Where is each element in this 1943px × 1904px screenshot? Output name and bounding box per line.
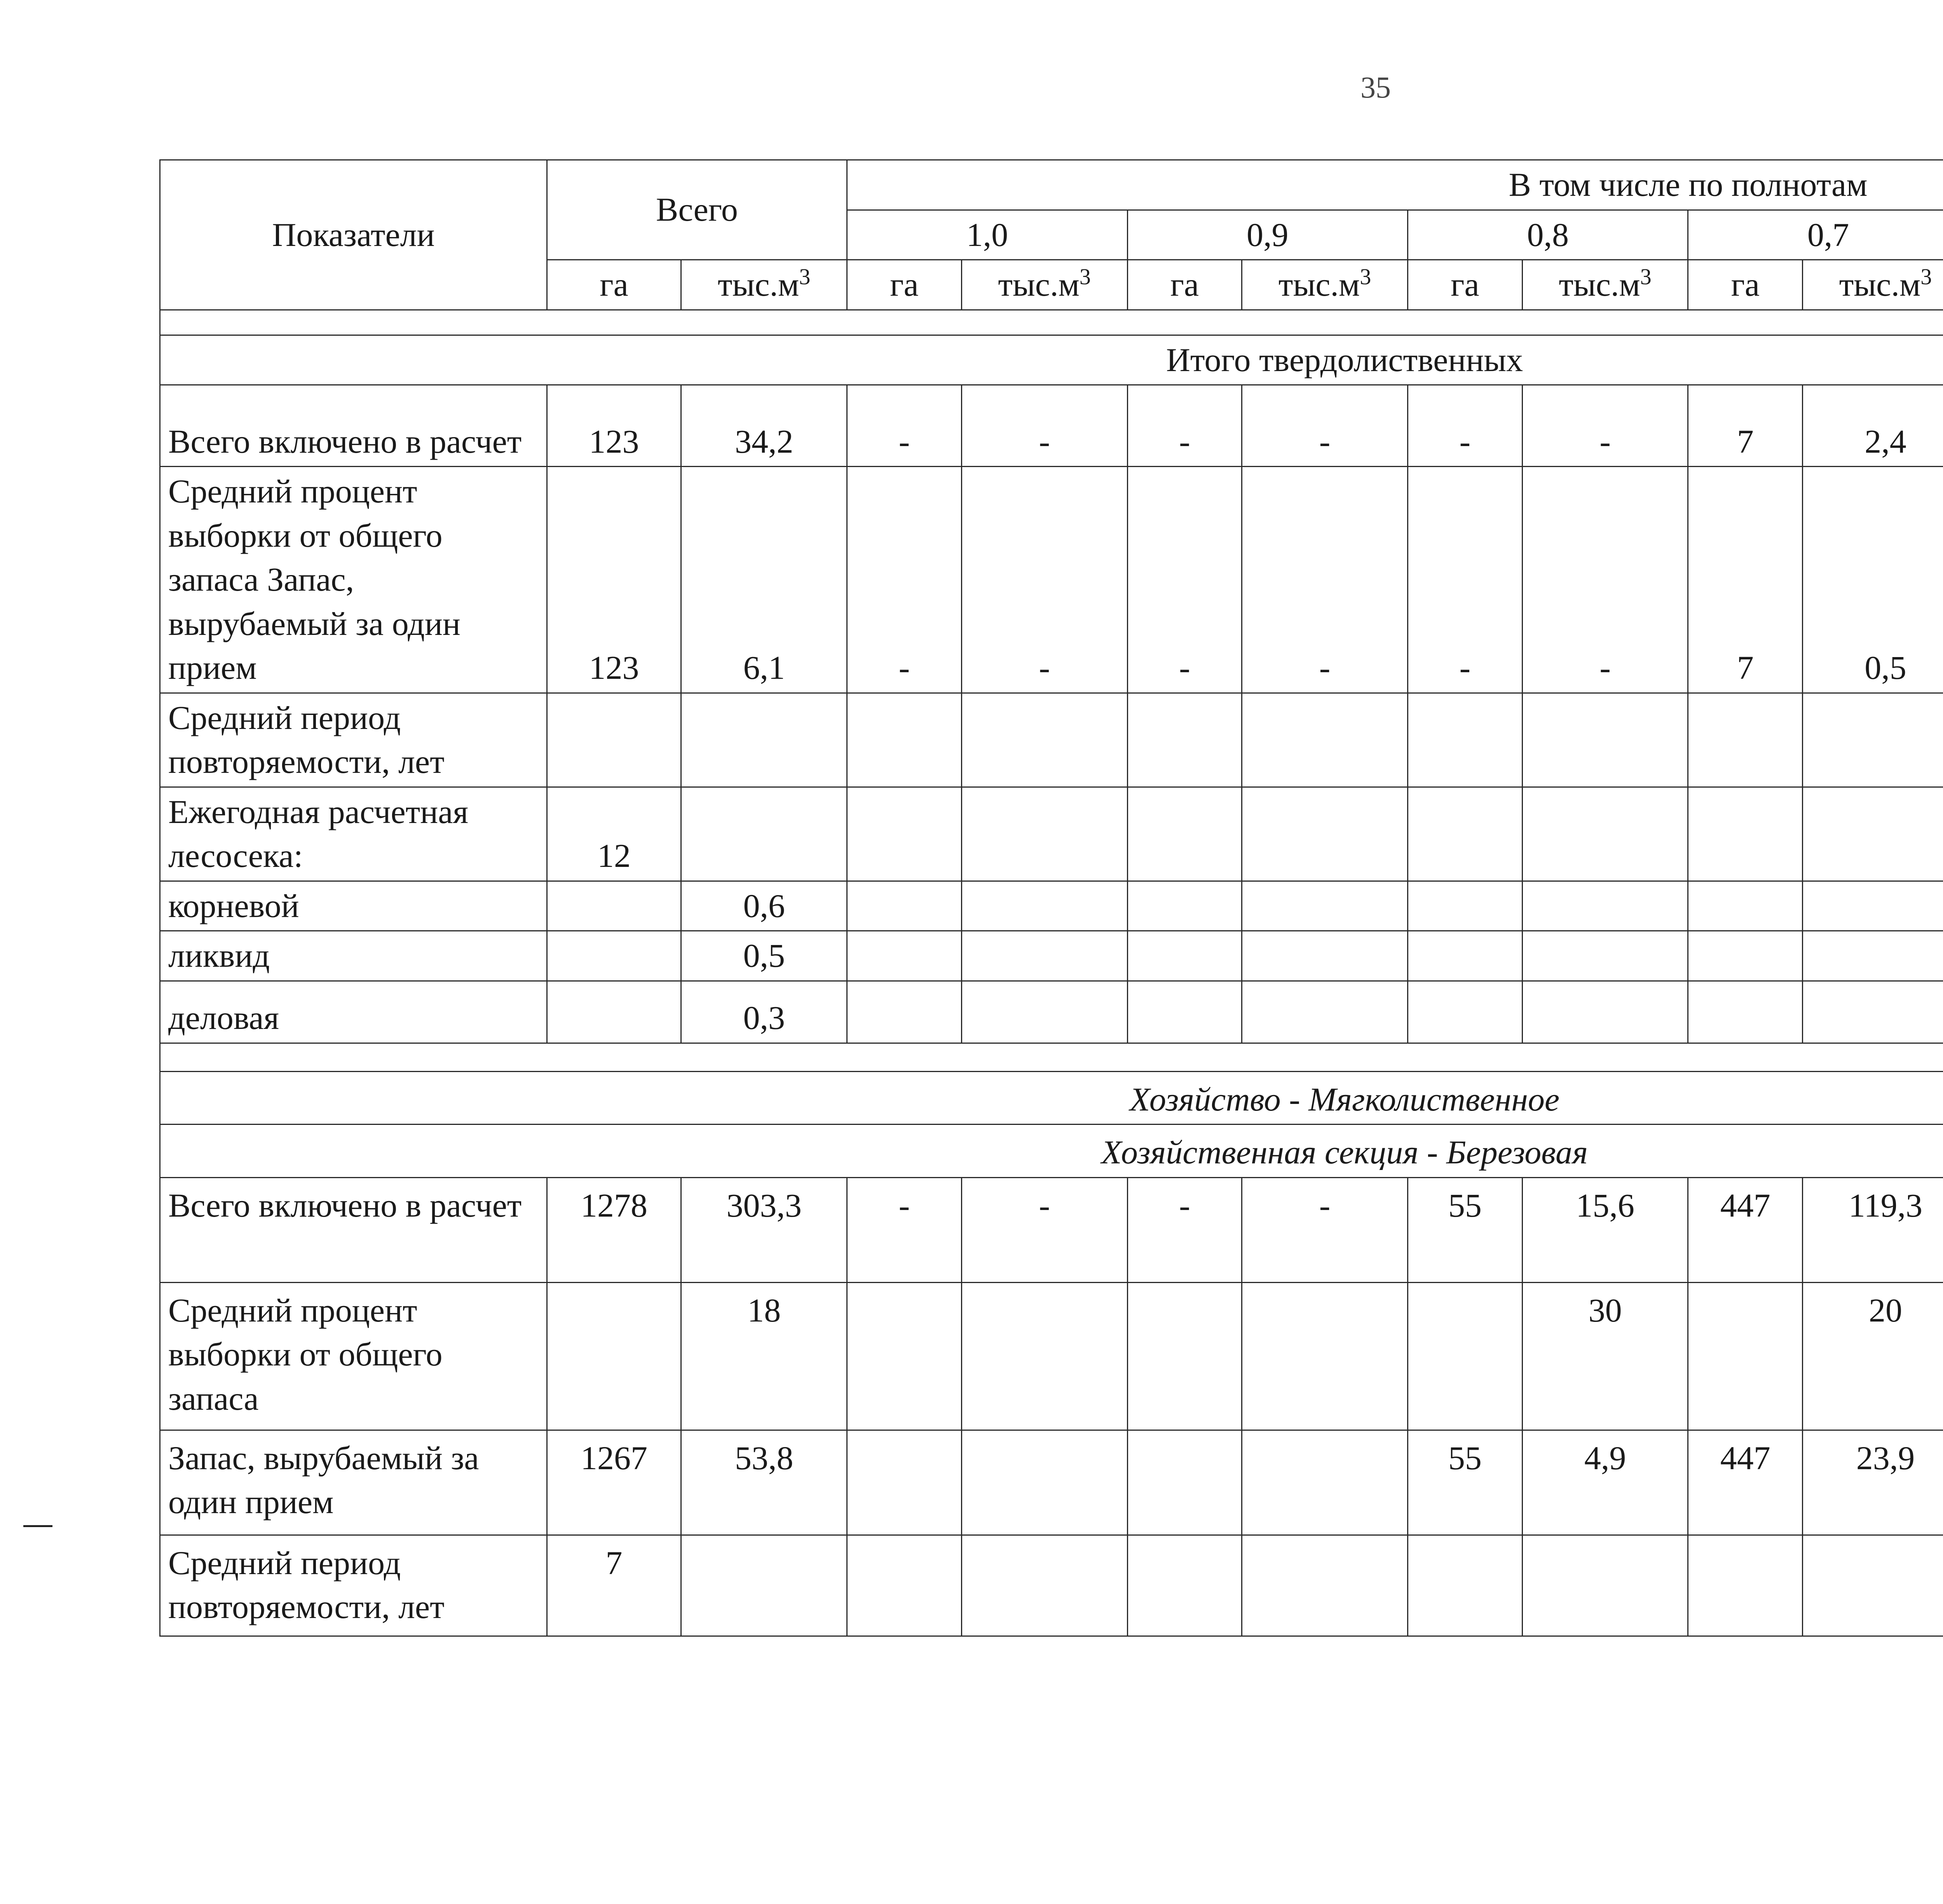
table-cell bbox=[1242, 981, 1408, 1043]
table-cell: - bbox=[1127, 1177, 1242, 1282]
table-cell bbox=[1803, 1535, 1943, 1636]
table-cell: - bbox=[1522, 385, 1688, 467]
table-cell bbox=[547, 693, 681, 787]
table-cell bbox=[1688, 693, 1803, 787]
table-cell bbox=[1688, 787, 1803, 881]
unit-volume-header bbox=[1803, 260, 1943, 310]
table-cell: 15,6 bbox=[1522, 1177, 1688, 1282]
section-title-row bbox=[160, 1125, 1943, 1178]
unit-volume-header bbox=[1242, 260, 1408, 310]
table-cell bbox=[1688, 931, 1803, 981]
table-cell bbox=[681, 787, 847, 881]
section-title-row bbox=[160, 335, 1943, 385]
table-cell: 23,9 bbox=[1803, 1430, 1943, 1535]
spacer-row bbox=[160, 1043, 1943, 1071]
table-cell bbox=[847, 931, 962, 981]
unit-volume-superscript: 3 bbox=[799, 264, 811, 289]
table-cell bbox=[1408, 693, 1523, 787]
table-cell bbox=[1242, 931, 1408, 981]
table-cell bbox=[961, 881, 1127, 931]
table-cell: - bbox=[847, 1177, 962, 1282]
table-cell: 1267 bbox=[547, 1430, 681, 1535]
table-cell bbox=[1242, 787, 1408, 881]
unit-volume-text: тыс.м bbox=[1278, 266, 1360, 303]
unit-ha-header: га bbox=[847, 260, 962, 310]
row-label: Средний процент выборки от общего запаса bbox=[160, 1282, 547, 1430]
row-label: Всего включено в расчет bbox=[160, 1177, 547, 1282]
table-cell bbox=[847, 981, 962, 1043]
table-cell bbox=[1803, 931, 1943, 981]
page-number: 35 bbox=[1360, 70, 1391, 104]
table-cell: - bbox=[1127, 467, 1242, 693]
table-cell bbox=[961, 1282, 1127, 1430]
unit-volume-superscript: 3 bbox=[1920, 264, 1932, 289]
table-cell bbox=[847, 693, 962, 787]
table-cell bbox=[1522, 931, 1688, 981]
table-row bbox=[160, 1535, 1943, 1636]
table-cell: - bbox=[847, 467, 962, 693]
table-cell bbox=[1408, 1535, 1523, 1636]
table-cell: - bbox=[1242, 385, 1408, 467]
table-cell bbox=[547, 881, 681, 931]
table-cell bbox=[1127, 1282, 1242, 1430]
unit-volume-header bbox=[681, 260, 847, 310]
table-cell bbox=[547, 1282, 681, 1430]
table-cell: - bbox=[1522, 467, 1688, 693]
table-row bbox=[160, 787, 1943, 881]
table-cell bbox=[1127, 931, 1242, 981]
table-cell: 7 bbox=[1688, 467, 1803, 693]
table-cell: 7 bbox=[1688, 385, 1803, 467]
section-hardwood bbox=[160, 310, 1943, 1043]
table-cell: - bbox=[1242, 1177, 1408, 1282]
table-row bbox=[160, 385, 1943, 467]
table-cell: - bbox=[961, 467, 1127, 693]
row-label: корневой bbox=[160, 881, 547, 931]
table-cell bbox=[847, 881, 962, 931]
table-row bbox=[160, 1430, 1943, 1535]
unit-volume-text: тыс.м bbox=[998, 266, 1080, 303]
table-cell bbox=[1688, 981, 1803, 1043]
table-cell bbox=[847, 1430, 962, 1535]
table-cell bbox=[961, 787, 1127, 881]
row-label: Средний период повторяемости, лет bbox=[160, 693, 547, 787]
table-cell: - bbox=[1242, 467, 1408, 693]
header-total: Всего bbox=[547, 160, 847, 260]
table-row bbox=[160, 981, 1943, 1043]
table-cell: 34,2 bbox=[681, 385, 847, 467]
table-cell: - bbox=[961, 385, 1127, 467]
table-cell: 0,5 bbox=[1803, 467, 1943, 693]
table-cell bbox=[847, 1535, 962, 1636]
table-cell: 119,3 bbox=[1803, 1177, 1943, 1282]
table-cell bbox=[1408, 931, 1523, 981]
unit-volume-text: тыс.м bbox=[717, 266, 799, 303]
header-by-density: В том числе по полнотам bbox=[847, 160, 1943, 210]
section-title-birch: Хозяйственная секция - Березовая bbox=[160, 1125, 1943, 1178]
density-header: 0,7 bbox=[1688, 210, 1943, 260]
table-cell: 447 bbox=[1688, 1177, 1803, 1282]
table-cell: 7 bbox=[547, 1535, 681, 1636]
table-cell bbox=[1127, 693, 1242, 787]
table-cell: 53,8 bbox=[681, 1430, 847, 1535]
table-cell: 0,6 bbox=[681, 881, 847, 931]
section-title-economy: Хозяйство - Мягколиственное bbox=[160, 1071, 1943, 1125]
table-cell bbox=[1127, 1430, 1242, 1535]
unit-ha-header: га bbox=[547, 260, 681, 310]
table-cell bbox=[1408, 981, 1523, 1043]
table-row bbox=[160, 881, 1943, 931]
row-label: Средний период повторяемости, лет bbox=[160, 1535, 547, 1636]
forestry-table bbox=[159, 159, 1943, 1637]
table-cell: 30 bbox=[1522, 1282, 1688, 1430]
table-cell bbox=[1688, 1282, 1803, 1430]
table-cell: 6,1 bbox=[681, 467, 847, 693]
table-cell: 4,9 bbox=[1522, 1430, 1688, 1535]
table-cell bbox=[1242, 1430, 1408, 1535]
table-cell bbox=[1803, 881, 1943, 931]
table-cell: 2,4 bbox=[1803, 385, 1943, 467]
table-cell bbox=[1127, 787, 1242, 881]
spacer-row bbox=[160, 310, 1943, 335]
table-row bbox=[160, 1177, 1943, 1282]
row-label: Средний процент выборки от общего запаса Запас, вырубаемый за один прием bbox=[160, 467, 547, 693]
unit-volume-superscript: 3 bbox=[1079, 264, 1091, 289]
table-cell bbox=[961, 1430, 1127, 1535]
table-cell bbox=[1688, 881, 1803, 931]
density-header: 0,9 bbox=[1127, 210, 1408, 260]
row-label: Всего включено в расчет bbox=[160, 385, 547, 467]
section-title-hardwood: Итого твердолиственных bbox=[160, 335, 1943, 385]
table-cell: - bbox=[1408, 385, 1523, 467]
table-cell bbox=[1242, 881, 1408, 931]
table-cell: 447 bbox=[1688, 1430, 1803, 1535]
table-cell bbox=[681, 693, 847, 787]
unit-volume-text: тыс.м bbox=[1839, 266, 1921, 303]
table-cell bbox=[1127, 1535, 1242, 1636]
table-row bbox=[160, 693, 1943, 787]
table-cell bbox=[1803, 787, 1943, 881]
table-cell bbox=[847, 1282, 962, 1430]
row-label: Запас, вырубаемый за один прием bbox=[160, 1430, 547, 1535]
table-cell: 303,3 bbox=[681, 1177, 847, 1282]
table-cell: 55 bbox=[1408, 1430, 1523, 1535]
table-cell bbox=[847, 787, 962, 881]
table-row bbox=[160, 931, 1943, 981]
section-title-row bbox=[160, 1071, 1943, 1125]
table-cell bbox=[1242, 693, 1408, 787]
table-cell: 1278 bbox=[547, 1177, 681, 1282]
section-softwood bbox=[160, 1043, 1943, 1636]
row-label: ликвид bbox=[160, 931, 547, 981]
table-cell: 20 bbox=[1803, 1282, 1943, 1430]
table-cell: 55 bbox=[1408, 1177, 1523, 1282]
table-cell bbox=[1127, 981, 1242, 1043]
left-margin-mark bbox=[23, 1525, 52, 1527]
table-cell: 12 bbox=[547, 787, 681, 881]
table-cell: 123 bbox=[547, 467, 681, 693]
row-label: деловая bbox=[160, 981, 547, 1043]
unit-volume-text: тыс.м bbox=[1559, 266, 1640, 303]
unit-ha-header: га bbox=[1408, 260, 1523, 310]
unit-volume-superscript: 3 bbox=[1360, 264, 1371, 289]
table-cell: - bbox=[1127, 385, 1242, 467]
table-cell bbox=[1408, 787, 1523, 881]
table-cell: 123 bbox=[547, 385, 681, 467]
table-cell: - bbox=[1408, 467, 1523, 693]
table-cell bbox=[547, 981, 681, 1043]
table-cell bbox=[1522, 981, 1688, 1043]
table-cell bbox=[1803, 981, 1943, 1043]
table-cell bbox=[681, 1535, 847, 1636]
table-cell bbox=[1522, 1535, 1688, 1636]
density-header: 1,0 bbox=[847, 210, 1127, 260]
table-row bbox=[160, 467, 1943, 693]
table-cell bbox=[961, 1535, 1127, 1636]
unit-volume-header bbox=[1522, 260, 1688, 310]
table-cell bbox=[1127, 881, 1242, 931]
unit-volume-header bbox=[961, 260, 1127, 310]
table-cell bbox=[1242, 1535, 1408, 1636]
unit-volume-superscript: 3 bbox=[1640, 264, 1652, 289]
density-header: 0,8 bbox=[1408, 210, 1688, 260]
table-cell bbox=[1522, 881, 1688, 931]
table-cell bbox=[547, 931, 681, 981]
row-label: Ежегодная расчетная лесосека: bbox=[160, 787, 547, 881]
table-cell bbox=[1688, 1535, 1803, 1636]
table-cell bbox=[1522, 693, 1688, 787]
table-cell: 0,3 bbox=[681, 981, 847, 1043]
table-cell bbox=[961, 693, 1127, 787]
table-cell bbox=[1408, 1282, 1523, 1430]
table-cell bbox=[1522, 787, 1688, 881]
table-cell bbox=[1242, 1282, 1408, 1430]
unit-ha-header: га bbox=[1688, 260, 1803, 310]
table-cell bbox=[961, 931, 1127, 981]
table-cell bbox=[1803, 693, 1943, 787]
table-cell: - bbox=[961, 1177, 1127, 1282]
table-cell: - bbox=[847, 385, 962, 467]
table-cell: 0,5 bbox=[681, 931, 847, 981]
table-cell bbox=[1408, 881, 1523, 931]
table-cell bbox=[961, 981, 1127, 1043]
table-cell: 18 bbox=[681, 1282, 847, 1430]
header-indicator: Показатели bbox=[160, 160, 547, 310]
table-header bbox=[160, 160, 1943, 310]
unit-ha-header: га bbox=[1127, 260, 1242, 310]
table-row bbox=[160, 1282, 1943, 1430]
